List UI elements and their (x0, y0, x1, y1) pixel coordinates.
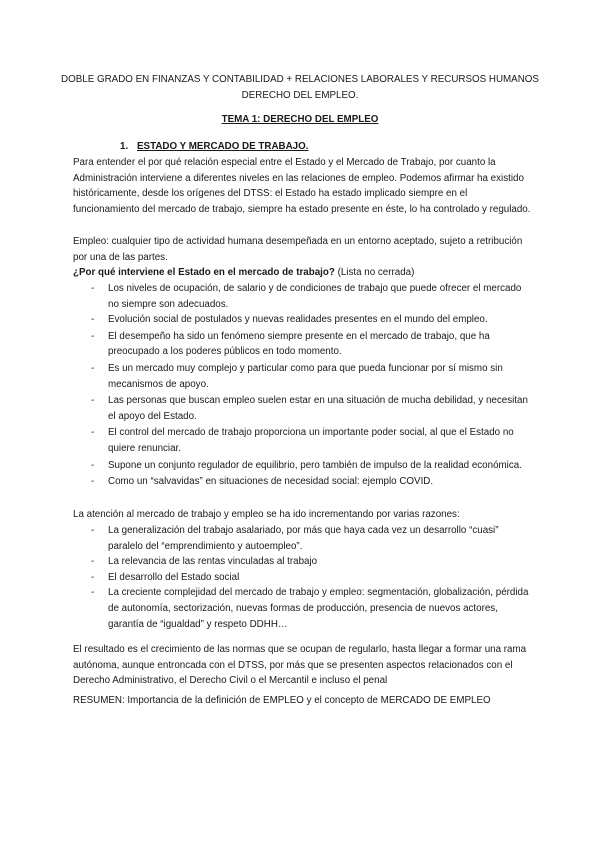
attention-paragraph: La atención al mercado de trabajo y empleo se ha ido incrementando por varias razones: (73, 509, 460, 520)
list-item: - El control del mercado de trabajo proporciona un importante poder social, al que el Estado no quiere renunciar. (91, 425, 531, 456)
list-item: - El desempeño ha sido un fenómeno siempre presente en el mercado de trabajo, que ha preocupado a los poderes públicos en todo momento. (91, 329, 531, 360)
list-item: - Es un mercado muy complejo y particular como para que pueda funcionar por sí mismo sin mecanismos de apoyo. (91, 361, 531, 392)
list-item: - Las personas que buscan empleo suelen estar en una situación de mucha debilidad, y necesitan el apoyo del Estado. (91, 393, 531, 424)
question-note: (Lista no cerrada) (334, 267, 415, 278)
result-paragraph: El resultado es el crecimiento de las normas que se ocupan de regularlo, hasta llegar a formar una rama autónoma, aunque entroncada con el DTSS, por más que se presenten aspectos relacionados con el Derecho Administrativo, el Derecho Civil o el Mercantil e incluso el penal (73, 644, 527, 687)
summary-paragraph: RESUMEN: Importancia de la definición de EMPLEO y el concepto de MERCADO DE EMPLEO (73, 695, 491, 706)
list-item: - La creciente complejidad del mercado de trabajo y empleo: segmentación, globalización, pérdida de autonomía, sectorización, nuevas formas de producción, presencia de nuevos actores, garantía de “igualdad” y respeto DDHH… (91, 585, 531, 632)
attention-list (91, 523, 531, 632)
page-title: TEMA 1: DERECHO DEL EMPLEO (221, 114, 379, 125)
list-item: - Como un “salvavidas” en situaciones de necesidad social: ejemplo COVID. (91, 474, 531, 490)
list-item: - Supone un conjunto regulador de equilibrio, pero también de impulso de la realidad económica. (91, 458, 531, 474)
list-item: - Los niveles de ocupación, de salario y de condiciones de trabajo que puede ofrecer el mercado no siempre son adecuados. (91, 281, 531, 312)
list-item: - La relevancia de las rentas vinculadas al trabajo (91, 554, 531, 570)
header-subject: DERECHO DEL EMPLEO. (241, 90, 359, 101)
list-item: - El desarrollo del Estado social (91, 570, 531, 586)
section-title: ESTADO Y MERCADO DE TRABAJO. (137, 141, 309, 152)
question-text: ¿Por qué interviene el Estado en el mercado de trabajo? (73, 267, 335, 278)
list-item: - La generalización del trabajo asalariado, por más que haya cada vez un desarrollo “cuasi” paralelo del “emprendimiento y autoempleo”. (91, 523, 531, 554)
definition-paragraph: Empleo: cualquier tipo de actividad humana desempeñada en un entorno aceptado, sujeto a retribución por una de las partes. (73, 236, 523, 263)
reasons-list (91, 281, 531, 490)
document-header (40, 72, 560, 104)
section-heading (120, 139, 308, 155)
section-number: 1. (120, 141, 129, 152)
intro-paragraph: Para entender el por qué relación especial entre el Estado y el Mercado de Trabajo, por cuanto la Administración interviene a diferentes niveles en las relaciones de empleo. Podemos afirmar ha existido históricamente, desde los orígenes del DTSS: el Estado ha estado implicado siempre en el funcionamiento del mercado de trabajo, siempre ha estado presente en éste, lo ha controlado y regulado. (73, 157, 531, 215)
header-degree: DOBLE GRADO EN FINANZAS Y CONTABILIDAD + RELACIONES LABORALES Y RECURSOS HUMANOS (61, 74, 539, 85)
question-line (73, 265, 533, 281)
list-item: - Evolución social de postulados y nuevas realidades presentes en el mundo del empleo. (91, 312, 531, 328)
